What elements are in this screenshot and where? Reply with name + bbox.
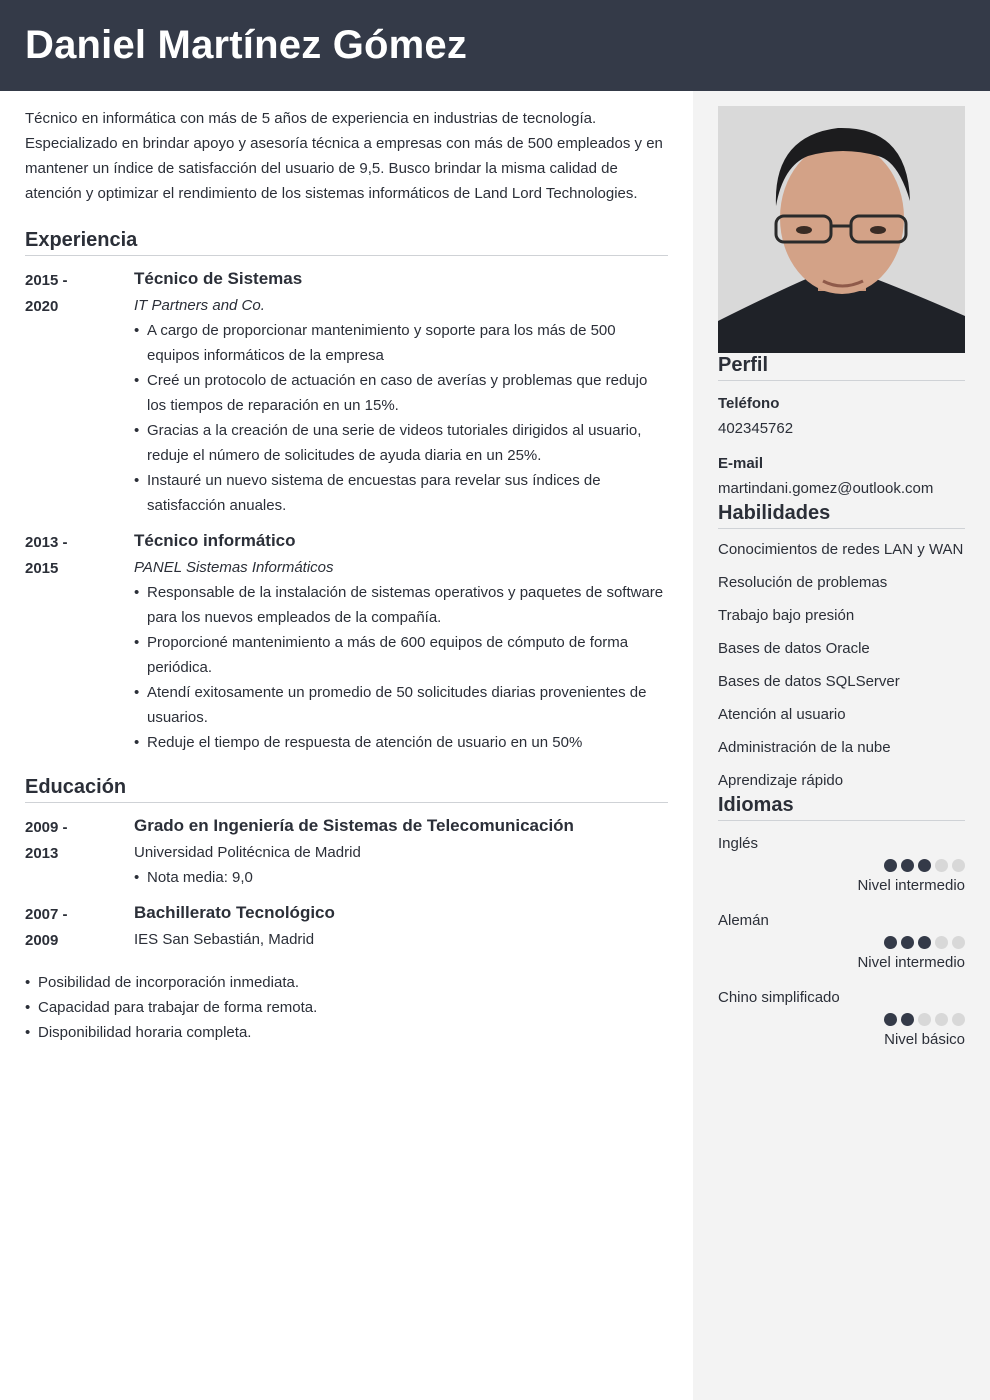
experience-dates bbox=[25, 530, 134, 755]
email-value[interactable]: martindani.gomez@outlook.com bbox=[718, 480, 934, 497]
portrait-image bbox=[718, 106, 965, 353]
main-column bbox=[25, 106, 668, 1045]
resume-header bbox=[0, 0, 990, 91]
language-rating bbox=[718, 936, 965, 949]
experience-bullets bbox=[134, 318, 668, 518]
date-end: 2009 bbox=[25, 932, 59, 949]
extra-item: • Disponibilidad horaria completa. bbox=[25, 1020, 668, 1045]
rating-dot-filled bbox=[884, 859, 897, 872]
bullet-item: • A cargo de proporcionar mantenimiento y soporte para los más de 500 equipos informáticos de la empresa bbox=[134, 318, 668, 368]
phone-label: Teléfono bbox=[718, 395, 780, 412]
language-level: Nivel básico bbox=[884, 1031, 965, 1048]
language-entry bbox=[718, 908, 965, 975]
bullet-item: • Proporcioné mantenimiento a más de 600 equipos de cómputo de forma periódica. bbox=[134, 630, 668, 680]
skills-title: Habilidades bbox=[718, 501, 965, 529]
language-entry bbox=[718, 985, 965, 1052]
phone-value: 402345762 bbox=[718, 420, 794, 437]
sidebar bbox=[718, 106, 965, 1052]
languages-list bbox=[718, 831, 965, 1052]
rating-dot-filled bbox=[901, 859, 914, 872]
date-end: 2015 bbox=[25, 560, 59, 577]
language-rating bbox=[718, 1013, 965, 1026]
experience-entry bbox=[25, 530, 668, 755]
education-entry bbox=[25, 902, 668, 954]
experience-body bbox=[134, 530, 668, 755]
rating-dot-empty bbox=[935, 1013, 948, 1026]
rating-dot-filled bbox=[901, 936, 914, 949]
rating-dot-filled bbox=[918, 936, 931, 949]
skill-item: Bases de datos SQLServer bbox=[718, 673, 900, 690]
education-list bbox=[25, 815, 668, 954]
degree-title: Grado en Ingeniería de Sistemas de Telecomunicación bbox=[134, 816, 574, 835]
skill-item: Bases de datos Oracle bbox=[718, 640, 870, 657]
experience-dates bbox=[25, 268, 134, 518]
education-dates bbox=[25, 815, 134, 890]
skill-item: Aprendizaje rápido bbox=[718, 772, 844, 789]
education-dates bbox=[25, 902, 134, 954]
date-start: 2009 - bbox=[25, 819, 68, 836]
education-body bbox=[134, 815, 668, 890]
profile-title: Perfil bbox=[718, 353, 965, 381]
email-label: E-mail bbox=[718, 455, 764, 472]
education-body bbox=[134, 902, 668, 954]
experience-list bbox=[25, 268, 668, 755]
languages-title: Idiomas bbox=[718, 793, 965, 821]
skill-item: Trabajo bajo presión bbox=[718, 607, 855, 624]
experience-title: Experiencia bbox=[25, 228, 668, 256]
education-title: Educación bbox=[25, 775, 668, 803]
skill-item: Atención al usuario bbox=[718, 706, 846, 723]
experience-body bbox=[134, 268, 668, 518]
language-level: Nivel intermedio bbox=[857, 877, 965, 894]
skill-item: Conocimientos de redes LAN y WAN bbox=[718, 541, 964, 558]
skill-item: Administración de la nube bbox=[718, 739, 891, 756]
bullet-item: • Instauré un nuevo sistema de encuestas para revelar sus índices de satisfacción anuales. bbox=[134, 468, 668, 518]
extra-item: • Capacidad para trabajar de forma remota. bbox=[25, 995, 668, 1020]
bullet-item: • Responsable de la instalación de sistemas operativos y paquetes de software para los nuevos empleados de la compañía. bbox=[134, 580, 668, 630]
date-start: 2013 - bbox=[25, 534, 68, 551]
date-end: 2020 bbox=[25, 298, 59, 315]
rating-dot-filled bbox=[918, 859, 931, 872]
language-rating bbox=[718, 859, 965, 872]
bullet-item: • Atendí exitosamente un promedio de 50 solicitudes diarias provenientes de usuarios. bbox=[134, 680, 668, 730]
language-level: Nivel intermedio bbox=[857, 954, 965, 971]
skills-list bbox=[718, 537, 965, 793]
job-title: Técnico de Sistemas bbox=[134, 269, 303, 288]
experience-entry bbox=[25, 268, 668, 518]
experience-bullets bbox=[134, 580, 668, 755]
education-entry bbox=[25, 815, 668, 890]
rating-dot-empty bbox=[935, 936, 948, 949]
date-end: 2013 bbox=[25, 845, 59, 862]
language-name: Chino simplificado bbox=[718, 989, 840, 1006]
institution-name: IES San Sebastián, Madrid bbox=[134, 931, 315, 948]
bullet-item: • Nota media: 9,0 bbox=[134, 865, 668, 890]
language-entry bbox=[718, 831, 965, 898]
rating-dot-filled bbox=[901, 1013, 914, 1026]
extras-list bbox=[25, 970, 668, 1045]
rating-dot-empty bbox=[935, 859, 948, 872]
institution-name: Universidad Politécnica de Madrid bbox=[134, 844, 361, 861]
language-name: Inglés bbox=[718, 835, 759, 852]
bullet-item: • Creé un protocolo de actuación en caso de averías y problemas que redujo los tiempos de reparación en un 15%. bbox=[134, 368, 668, 418]
language-name: Alemán bbox=[718, 912, 769, 929]
company-name: PANEL Sistemas Informáticos bbox=[134, 559, 334, 576]
profile-photo bbox=[718, 106, 965, 353]
extra-item: • Posibilidad de incorporación inmediata. bbox=[25, 970, 668, 995]
job-title: Técnico informático bbox=[134, 531, 296, 550]
candidate-name: Daniel Martínez Gómez bbox=[25, 23, 468, 67]
rating-dot-empty bbox=[918, 1013, 931, 1026]
education-bullets bbox=[134, 865, 668, 890]
date-start: 2007 - bbox=[25, 906, 68, 923]
rating-dot-filled bbox=[884, 936, 897, 949]
bullet-item: • Gracias a la creación de una serie de videos tutoriales dirigidos al usuario, reduje el número de solicitudes de ayuda diaria en un 25%. bbox=[134, 418, 668, 468]
bullet-item: • Reduje el tiempo de respuesta de atención de usuario en un 50% bbox=[134, 730, 668, 755]
company-name: IT Partners and Co. bbox=[134, 297, 265, 314]
date-start: 2015 - bbox=[25, 272, 68, 289]
rating-dot-empty bbox=[952, 859, 965, 872]
rating-dot-filled bbox=[884, 1013, 897, 1026]
summary: Técnico en informática con más de 5 años de experiencia en industrias de tecnología. Especializado en brindar apoyo y asesoría técnica a empresas con más de 500 empleados y en mantener un índice de satisfacción del usuario de 9,5. Busco brindar la misma calidad de atención y optimizar el rendimiento de los sistemas informáticos de Land Lord Technologies. bbox=[25, 110, 663, 202]
skill-item: Resolución de problemas bbox=[718, 574, 888, 591]
rating-dot-empty bbox=[952, 936, 965, 949]
degree-title: Bachillerato Tecnológico bbox=[134, 903, 335, 922]
rating-dot-empty bbox=[952, 1013, 965, 1026]
